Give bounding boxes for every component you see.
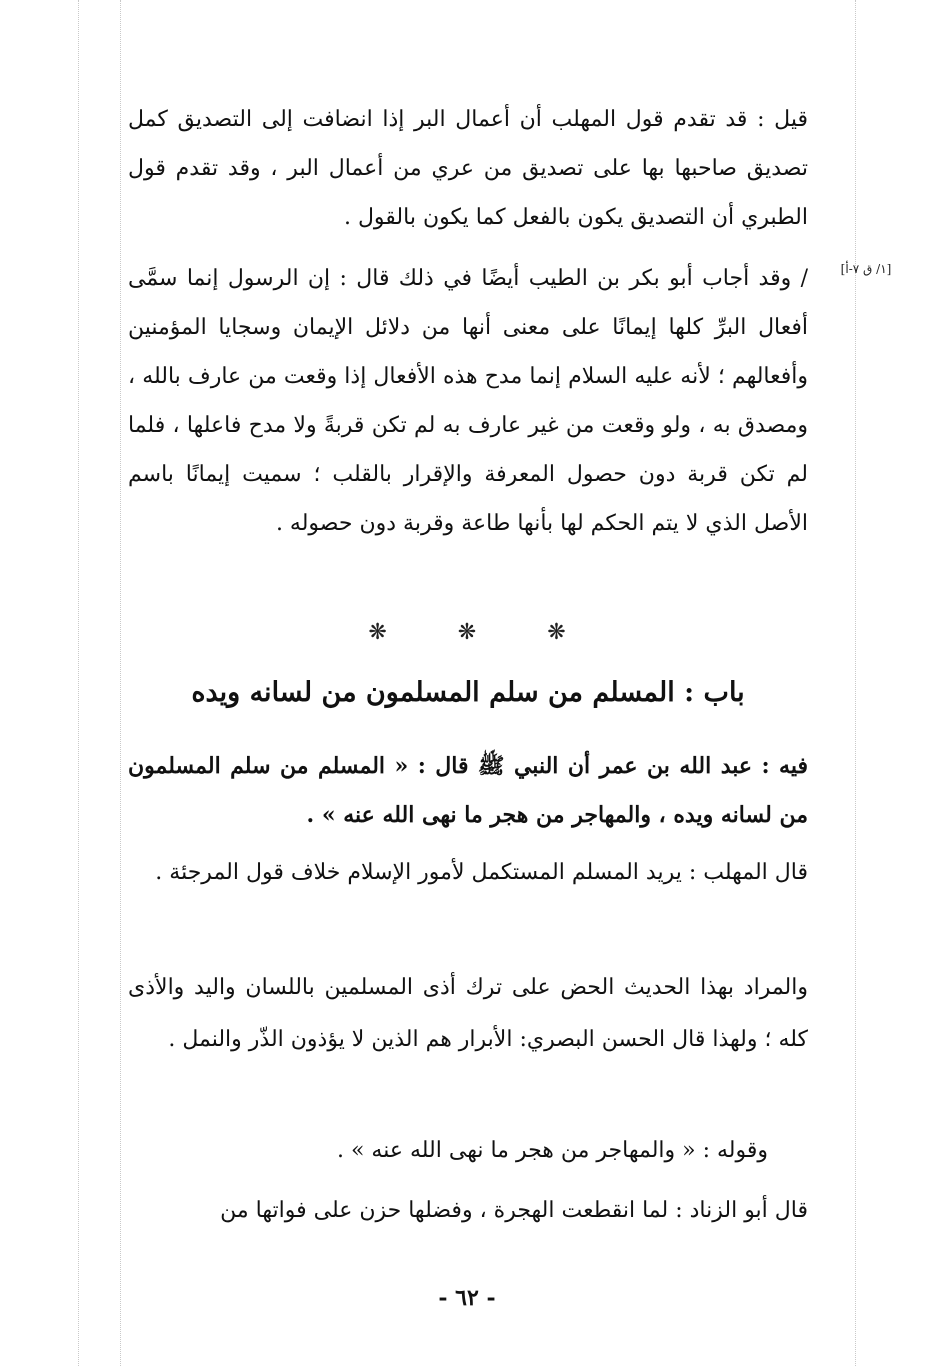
star-ornament: ❋ [547,620,566,645]
page-number: - ٦٢ - [438,1285,496,1311]
margin-guide-left [78,0,79,1366]
margin-guide-right [855,0,856,1366]
section-divider-stars [0,620,934,645]
margin-guide-inner [120,0,121,1366]
manuscript-folio-reference: [١/ ق ٧-أ] [840,262,892,276]
paragraph-abu-zinad: قال أبو الزناد : لما انقطعت الهجرة ، وفضلها حزن على فواتها من [220,1198,808,1223]
paragraph-qila: قيل : قد تقدم قول المهلب أن أعمال البر إذا انضافت إلى التصديق كمل تصديق صاحبها بها على تصديق من عري من أعمال البر ، وقد تقدم قول الطبري أن التصديق يكون بالفعل كما يكون بالقول . [128,107,808,230]
paragraph-ibn-al-tayyib: / وقد أجاب أبو بكر بن الطيب أيضًا في ذلك قال : إن الرسول إنما سمَّى أفعال البرِّ كلها إيمانًا على معنى أنها من دلائل الإيمان وسجايا المؤمنين وأفعالهم ؛ لأنه عليه السلام إنما مدح هذه الأفعال إذا وقعت من عارف بالله ، ومصدق به ، ولو وقعت من غير عارف به لم تكن قربةً ولا مدح فاعلها ، فلما لم تكن قربة دون حصول المعرفة والإقرار بالقلب ؛ سميت إيمانًا باسم الأصل الذي لا يتم الحكم لها بأنها طاعة وقربة دون حصوله . [128,266,808,536]
star-ornament: ❋ [457,620,477,645]
chapter-heading: باب : المسلم من سلم المسلمون من لسانه ويده [191,677,745,708]
hadith-text: فيه : عبد الله بن عمر أن النبي ﷺ قال : « المسلم من سلم المسلمون من لسانه ويده ، والمهاجر من هجر ما نهى الله عنه » . [128,753,808,828]
paragraph-qawluhu: وقوله : « والمهاجر من هجر ما نهى الله عنه » . [336,1138,768,1163]
paragraph-meaning: والمراد بهذا الحديث الحض على ترك أذى المسلمين باللسان واليد والأذى كله ؛ ولهذا قال الحسن البصري: الأبرار هم الذين لا يؤذون الذّر والنمل . [128,975,808,1052]
star-ornament: ❋ [368,620,387,645]
paragraph-muhallab: قال المهلب : يريد المسلم المستكمل لأمور الإسلام خلاف قول المرجئة . [155,860,808,885]
